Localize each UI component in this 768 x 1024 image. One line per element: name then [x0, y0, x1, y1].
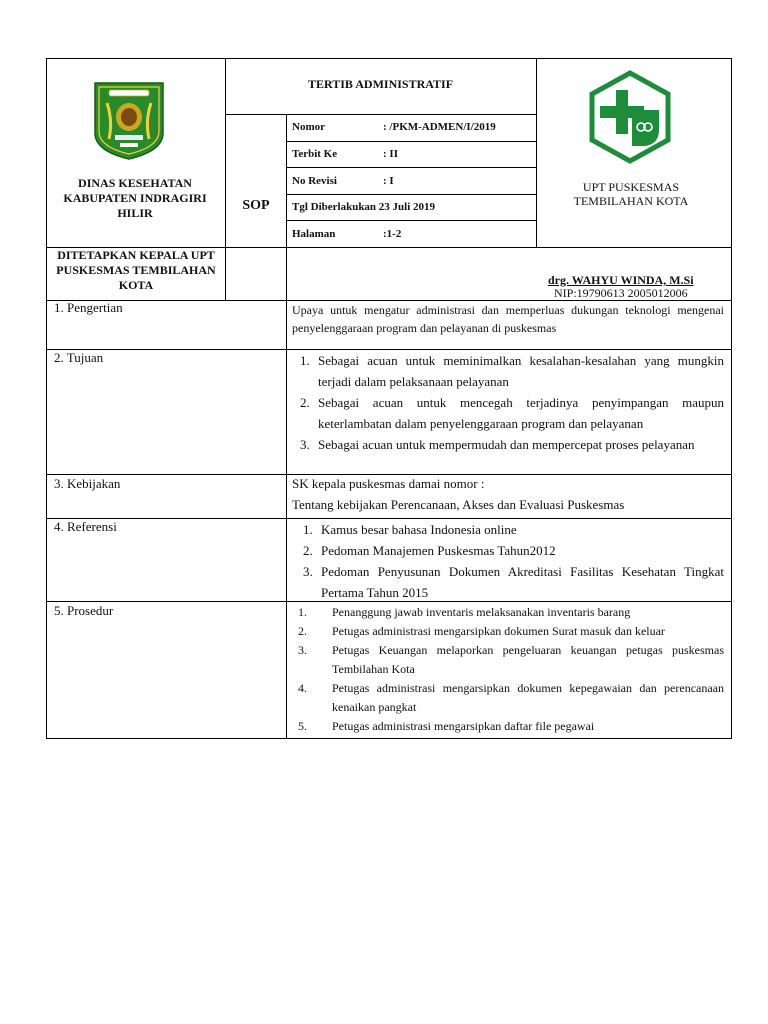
list-item: 3. Sebagai acuan untuk mempermudah dan mempercepat proses pelayanan: [300, 437, 695, 452]
puskesmas-logo: [589, 70, 671, 164]
field-terbit-label: Terbit Ke: [292, 148, 338, 160]
document-title: TERTIB ADMINISTRATIF: [307, 77, 454, 91]
field-halaman-label: Halaman: [292, 228, 336, 240]
prosedur-label: 5. Prosedur: [54, 603, 114, 618]
field-tgl-label: Tgl Diberlakukan 23 Juli 2019: [292, 201, 436, 213]
tujuan-label: 2. Tujuan: [54, 350, 104, 365]
prosedur-list: [298, 603, 724, 736]
list-item: 3. Pedoman Penyusunan Dokumen Akreditasi Fasilitas Kesehatan Tingkat Pertama Tahun 2015: [303, 564, 724, 600]
field-nomor-label: Nomor: [292, 121, 325, 133]
list-item: 1. Sebagai acuan untuk meminimalkan kesalahan-kesalahan yang mungkin terjadi dalam pelaksanaan pelayanan: [300, 353, 724, 389]
kebijakan-line2: Tentang kebijakan Perencanaan, Akses dan Evaluasi Puskesmas: [292, 497, 625, 512]
list-item: 1. Penanggung jawab inventaris melaksanakan inventaris barang: [298, 605, 631, 619]
field-revisi-value: : I: [383, 175, 394, 187]
referensi-label: 4. Referensi: [54, 519, 117, 534]
pengertian-text: Upaya untuk mengatur administrasi dan memperluas dukungan teknologi mengenai penyelenggaraan program dan pelayanan di puskesmas: [292, 303, 724, 335]
referensi-list: [303, 519, 724, 603]
signer-name: drg. WAHYU WINDA, M.Si: [548, 273, 694, 287]
signer-nip: NIP:19790613 2005012006: [554, 286, 688, 300]
puskesmas-logo-icon: [589, 70, 671, 164]
established-by: DITETAPKAN KEPALA UPT PUSKESMAS TEMBILAHAN KOTA: [56, 248, 216, 292]
list-item: 5. Petugas administrasi mengarsipkan daftar file pegawai: [298, 719, 595, 733]
pengertian-label: 1. Pengertian: [54, 300, 123, 315]
list-item: 3. Petugas Keuangan melaporkan pengeluaran keuangan petugas puskesmas Tembilahan Kota: [298, 643, 724, 676]
kebijakan-line1: SK kepala puskesmas damai nomor :: [292, 476, 485, 491]
regency-emblem: [93, 81, 165, 161]
field-halaman-value: :1-2: [383, 228, 402, 240]
list-item: 1. Kamus besar bahasa Indonesia online: [303, 522, 517, 537]
kebijakan-label: 3. Kebijakan: [54, 476, 121, 491]
org-right: UPT PUSKESMAS TEMBILAHAN KOTA: [573, 180, 689, 208]
list-item: 4. Petugas administrasi mengarsipkan dokumen kepegawaian dan perencanaan kenaikan pangkat: [298, 681, 724, 714]
list-item: 2. Petugas administrasi mengarsipkan dokumen Surat masuk dan keluar: [298, 624, 665, 638]
field-nomor-value: : /PKM-ADMEN/I/2019: [383, 121, 496, 133]
regency-emblem-icon: [93, 81, 165, 161]
list-item: 2. Sebagai acuan untuk mencegah terjadinya penyimpangan maupun keterlambatan dalam penyelenggaraan program dan pelayanan: [300, 395, 724, 431]
list-item: 2. Pedoman Manajemen Puskesmas Tahun2012: [303, 543, 556, 558]
field-terbit-value: : II: [383, 148, 398, 160]
field-revisi-label: No Revisi: [292, 175, 337, 187]
sop-label: SOP: [242, 198, 270, 213]
tujuan-list: [300, 350, 724, 455]
org-left: DINAS KESEHATAN KABUPATEN INDRAGIRI HILIR: [63, 176, 207, 220]
